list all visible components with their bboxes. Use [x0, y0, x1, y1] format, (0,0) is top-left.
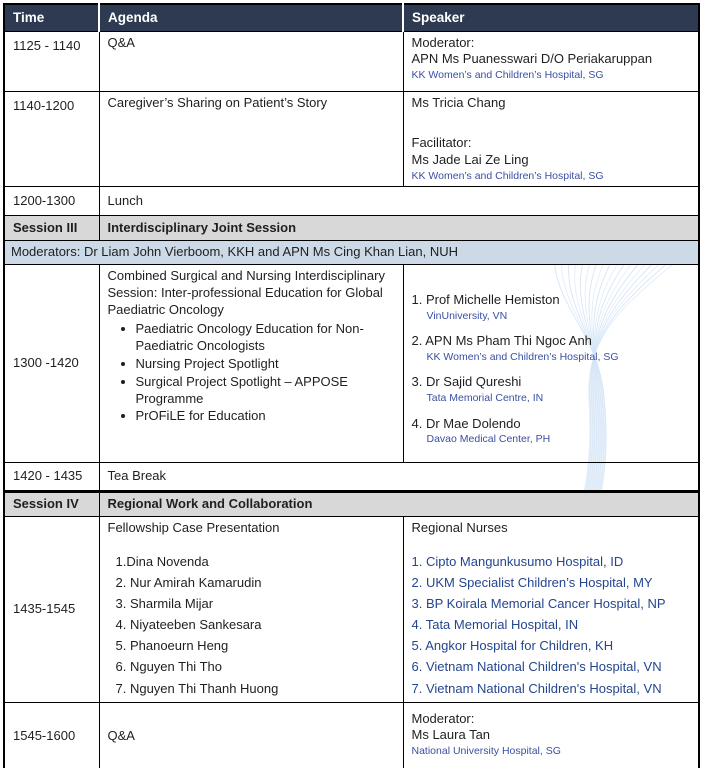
fellow-item: 5. Phanoeurn Heng [115, 638, 229, 654]
nurse-hospital-item: 1. Cipto Mangunkusumo Hospital, ID [411, 554, 624, 570]
speaker-item [412, 374, 691, 405]
col-header-speaker: Speaker [403, 4, 699, 31]
speaker-name: APN Ms Puanesswari D/O Periakaruppan [411, 51, 653, 67]
nurse-hospital-item: 6. Vietnam National Children's Hospital, VN [411, 659, 662, 675]
speaker-name: 1. Prof Michelle Hemiston [411, 292, 560, 308]
fellow-item: 3. Sharmila Mijar [115, 596, 214, 612]
col-header-time: Time [4, 4, 99, 31]
time-cell: 1200-1300 [4, 187, 99, 216]
speaker-name: Ms Laura Tan [411, 727, 491, 743]
speaker-org: Tata Memorial Centre, IN [426, 392, 544, 405]
time-cell: 1435-1545 [4, 517, 99, 702]
agenda-title: Fellowship Case Presentation [107, 520, 280, 536]
session-label: Session III [4, 216, 99, 241]
nurse-hospital-item: 5. Angkor Hospital for Children, KH [411, 638, 614, 654]
table-row-1125 [4, 31, 699, 91]
speaker-item [412, 333, 691, 364]
fellow-item: 2. Nur Amirah Kamarudin [115, 575, 262, 591]
nurse-hospital-item: 7. Vietnam National Children's Hospital, VN [411, 680, 662, 696]
facilitator-name: Ms Jade Lai Ze Ling [411, 152, 529, 168]
spacer [412, 537, 691, 551]
speaker-org: VinUniversity, VN [426, 310, 508, 323]
fellow-item: 6. Nguyen Thi Tho [115, 659, 222, 675]
speaker-name: 4. Dr Mae Dolendo [411, 415, 521, 431]
speaker-org: National University Hospital, SG [411, 745, 561, 758]
col-header-agenda: Agenda [99, 4, 403, 31]
speaker-name: 2. APN Ms Pham Thi Ngoc Anh [411, 333, 592, 349]
nurse-hospital-item: 4. Tata Memorial Hospital, IN [411, 617, 579, 633]
spacer [412, 111, 691, 135]
fellow-item: 4. Niyateeben Sankesara [115, 617, 262, 633]
speaker-title: Regional Nurses [411, 520, 508, 536]
time-cell: 1300 -1420 [4, 265, 99, 463]
session-4-row [4, 492, 699, 517]
speaker-name: Ms Tricia Chang [411, 94, 506, 110]
speaker-cell [403, 91, 699, 187]
nurse-hospital-item: 3. BP Koirala Memorial Cancer Hospital, NP [411, 596, 666, 612]
speaker-cell [403, 702, 699, 768]
agenda-cell: Q&A [99, 31, 403, 91]
agenda-bullet: • Nursing Project Spotlight [136, 356, 395, 373]
table-row-1435 [4, 517, 699, 702]
table-header-row [4, 4, 699, 31]
session-label: Session IV [4, 492, 99, 517]
speaker-cell [403, 31, 699, 91]
table-row-1140 [4, 91, 699, 187]
agenda-cell: Q&A [99, 702, 403, 768]
facilitator-org: KK Women’s and Children’s Hospital, SG [411, 170, 604, 183]
speaker-org: Davao Medical Center, PH [426, 433, 551, 446]
agenda-bullet: • Surgical Project Spotlight – APPOSE Programme [136, 374, 395, 408]
agenda-table [3, 3, 700, 768]
table-row-1545 [4, 702, 699, 768]
session-3-row [4, 216, 699, 241]
agenda-cell: Tea Break [99, 463, 699, 492]
facilitator-role: Facilitator: [411, 135, 472, 151]
time-cell: 1420 - 1435 [4, 463, 99, 492]
agenda-bullet: • Paediatric Oncology Education for Non-Paediatric Oncologists [136, 321, 395, 355]
agenda-cell: Lunch [99, 187, 699, 216]
table-row-lunch [4, 187, 699, 216]
time-cell: 1125 - 1140 [4, 31, 99, 91]
session-title: Interdisciplinary Joint Session [99, 216, 699, 241]
moderators-text: Moderators: Dr Liam John Vierboom, KKH and APN Ms Cing Khan Lian, NUH [4, 241, 699, 265]
session-title: Regional Work and Collaboration [99, 492, 699, 517]
time-cell: 1545-1600 [4, 702, 99, 768]
agenda-cell [99, 517, 403, 702]
table-row-teabreak [4, 463, 699, 492]
speaker-name: 3. Dr Sajid Qureshi [411, 374, 522, 390]
speaker-role: Moderator: [411, 710, 475, 726]
agenda-bullet: • PrOFiLE for Education [136, 408, 395, 425]
fellow-item: 1.Dina Novenda [115, 554, 209, 570]
fellow-item: 7. Nguyen Thi Thanh Huong [115, 680, 279, 696]
speaker-org: KK Women’s and Children’s Hospital, SG [426, 351, 619, 364]
agenda-cell [99, 265, 403, 463]
agenda-intro: Combined Surgical and Nursing Interdisciplinary Session: Inter-professional Education for Global Paediatric Oncology [107, 268, 385, 318]
speaker-item [412, 416, 691, 447]
table-row-1300 [4, 265, 699, 463]
agenda-cell: Caregiver’s Sharing on Patient’s Story [99, 91, 403, 187]
speaker-cell [403, 265, 699, 463]
agenda-bullet-list [108, 321, 395, 425]
speaker-role: Moderator: [411, 34, 475, 50]
nurse-hospital-item: 2. UKM Specialist Children’s Hospital, MY [411, 575, 653, 591]
time-cell: 1140-1200 [4, 91, 99, 187]
spacer [108, 537, 395, 551]
fellow-list [108, 551, 395, 698]
nurse-hospital-list [412, 551, 691, 698]
speaker-item [412, 292, 691, 323]
speaker-cell [403, 517, 699, 702]
speaker-org: KK Women’s and Children’s Hospital, SG [411, 69, 604, 82]
moderators-row [4, 241, 699, 265]
